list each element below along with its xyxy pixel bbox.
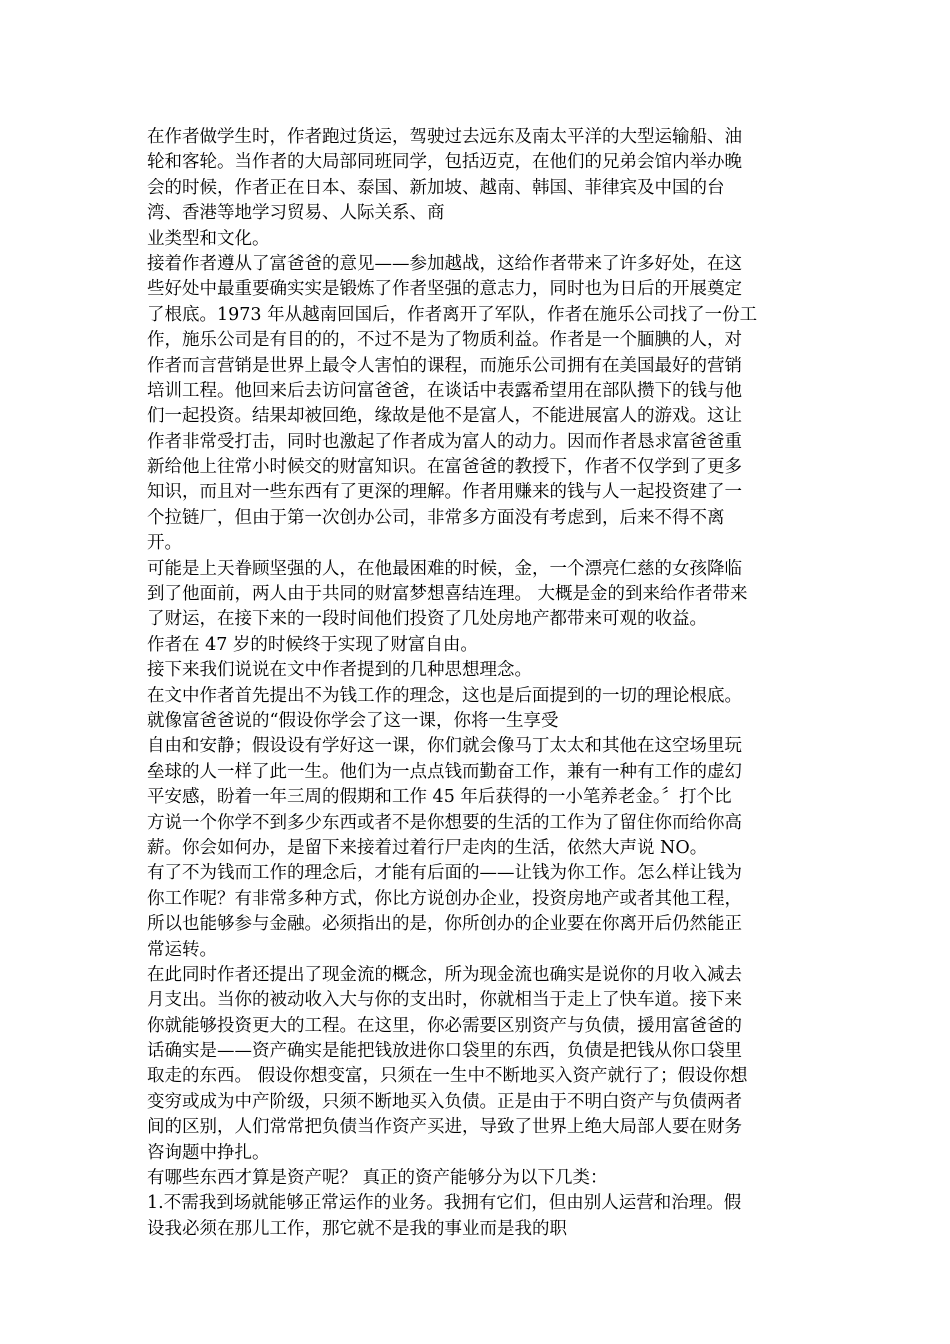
text-line: 方说一个你学不到多少东西或者不是你想要的生活的工作为了留住你而给你高 bbox=[147, 812, 742, 833]
text-line: 作者而言营销是世界上最令人害怕的课程，而施乐公司拥有在美国最好的营销 bbox=[147, 355, 742, 376]
text-line: 咨询题中挣扎。 bbox=[147, 1142, 270, 1163]
text-line: 自由和安静；假设设有学好这一课，你们就会像马丁太太和其他在这空场里玩 bbox=[147, 736, 742, 757]
text-line: 到了他面前，两人由于共同的财富梦想喜结连理。 大概是金的到来给作者带来 bbox=[147, 584, 748, 605]
text-line: 会的时候，作者正在日本、泰国、新加坡、越南、韩国、菲律宾及中国的台 bbox=[147, 177, 725, 198]
text-line: 在文中作者首先提出不为钱工作的理念，这也是后面提到的一切的理论根底。 bbox=[147, 685, 742, 706]
text-line: 平安感，盼着一年三周的假期和工作 45 年后获得的一小笔养老金。〞打个比 bbox=[147, 787, 732, 808]
text-line: 了财运，在接下来的一段时间他们投资了几处房地产都带来可观的收益。 bbox=[147, 609, 707, 630]
text-line: 湾、香港等地学习贸易、人际关系、商 bbox=[147, 203, 445, 224]
text-line: 业类型和文化。 bbox=[147, 228, 270, 249]
text-line: 培训工程。他回来后去访问富爸爸，在谈话中表露希望用在部队攒下的钱与他 bbox=[147, 380, 742, 401]
text-line: 你就能够投资更大的工程。在这里，你必需要区别资产与负债，援用富爸爸的 bbox=[147, 1015, 742, 1036]
text-line: 月支出。当你的被动收入大与你的支出时，你就相当于走上了快车道。接下来 bbox=[147, 990, 742, 1011]
text-line: 了根底。1973 年从越南回国后，作者离开了军队，作者在施乐公司找了一份工 bbox=[147, 304, 758, 325]
text-line: 在作者做学生时，作者跑过货运，驾驶过去远东及南太平洋的大型运输船、油 bbox=[147, 127, 742, 147]
text-line: 话确实是——资产确实是能把钱放进你口袋里的东西，负债是把钱从你口袋里 bbox=[147, 1041, 742, 1062]
text-line: 常运转。 bbox=[147, 939, 217, 960]
text-line: 取走的东西。 假设你想变富，只须在一生中不断地买入资产就行了；假设你想 bbox=[147, 1066, 748, 1087]
text-line: 接下来我们说说在文中作者提到的几种思想理念。 bbox=[147, 660, 532, 681]
text-line: 变穷或成为中产阶级，只须不断地买入负债。正是由于不明白资产与负债两者 bbox=[147, 1091, 742, 1112]
text-line: 些好处中最重要确实实是锻炼了作者坚强的意志力，同时也为日后的开展奠定 bbox=[147, 279, 742, 300]
document-body bbox=[147, 125, 807, 1242]
text-line: 垒球的人一样了此一生。他们为一点点钱而勤奋工作，兼有一种有工作的虚幻 bbox=[147, 761, 742, 782]
text-line: 就像富爸爸说的“假设你学会了这一课，你将一生享受 bbox=[147, 710, 559, 731]
text-line: 1.不需我到场就能够正常运作的业务。我拥有它们，但由别人运营和治理。假 bbox=[147, 1193, 742, 1214]
text-line: 轮和客轮。当作者的大局部同班同学，包括迈克，在他们的兄弟会馆内举办晚 bbox=[147, 152, 742, 173]
text-line: 作者非常受打击，同时也激起了作者成为富人的动力。因而作者恳求富爸爸重 bbox=[147, 431, 742, 452]
text-line: 开。 bbox=[147, 533, 182, 554]
text-line: 知识，而且对一些东西有了更深的理解。作者用赚来的钱与人一起投资建了一 bbox=[147, 482, 742, 503]
text-line: 接着作者遵从了富爸爸的意见——参加越战，这给作者带来了许多好处，在这 bbox=[147, 253, 742, 274]
text-line: 作者在 47 岁的时候终于实现了财富自由。 bbox=[147, 634, 478, 655]
text-line: 在此同时作者还提出了现金流的概念，所为现金流也确实是说你的月收入减去 bbox=[147, 964, 742, 985]
text-line: 有哪些东西才算是资产呢？ 真正的资产能够分为以下几类： bbox=[147, 1168, 608, 1189]
text-line: 新给他上往常小时候交的财富知识。在富爸爸的教授下，作者不仅学到了更多 bbox=[147, 457, 742, 478]
text-line: 间的区别，人们常常把负债当作资产买进，导致了世界上绝大局部人要在财务 bbox=[147, 1117, 742, 1138]
text-line: 作，施乐公司是有目的的，不过不是为了物质利益。作者是一个腼腆的人，对 bbox=[147, 330, 742, 351]
text-line: 个拉链厂，但由于第一次创办公司，非常多方面没有考虑到，后来不得不离 bbox=[147, 507, 725, 528]
text-line: 所以也能够参与金融。必须指出的是，你所创办的企业要在你离开后仍然能正 bbox=[147, 914, 742, 935]
text-line: 薪。你会如何办，是留下来接着过着行尸走肉的生活，依然大声说 NO。 bbox=[147, 837, 708, 858]
text-line: 可能是上天眷顾坚强的人，在他最困难的时候，金，一个漂亮仁慈的女孩降临 bbox=[147, 558, 742, 579]
text-line: 们一起投资。结果却被回绝，缘故是他不是富人，不能进展富人的游戏。这让 bbox=[147, 406, 742, 427]
text-line: 设我必须在那儿工作，那它就不是我的事业而是我的职 bbox=[147, 1218, 567, 1239]
text-line: 有了不为钱而工作的理念后，才能有后面的——让钱为你工作。怎么样让钱为 bbox=[147, 863, 742, 884]
text-line: 你工作呢？有非常多种方式，你比方说创办企业，投资房地产或者其他工程， bbox=[147, 888, 742, 909]
